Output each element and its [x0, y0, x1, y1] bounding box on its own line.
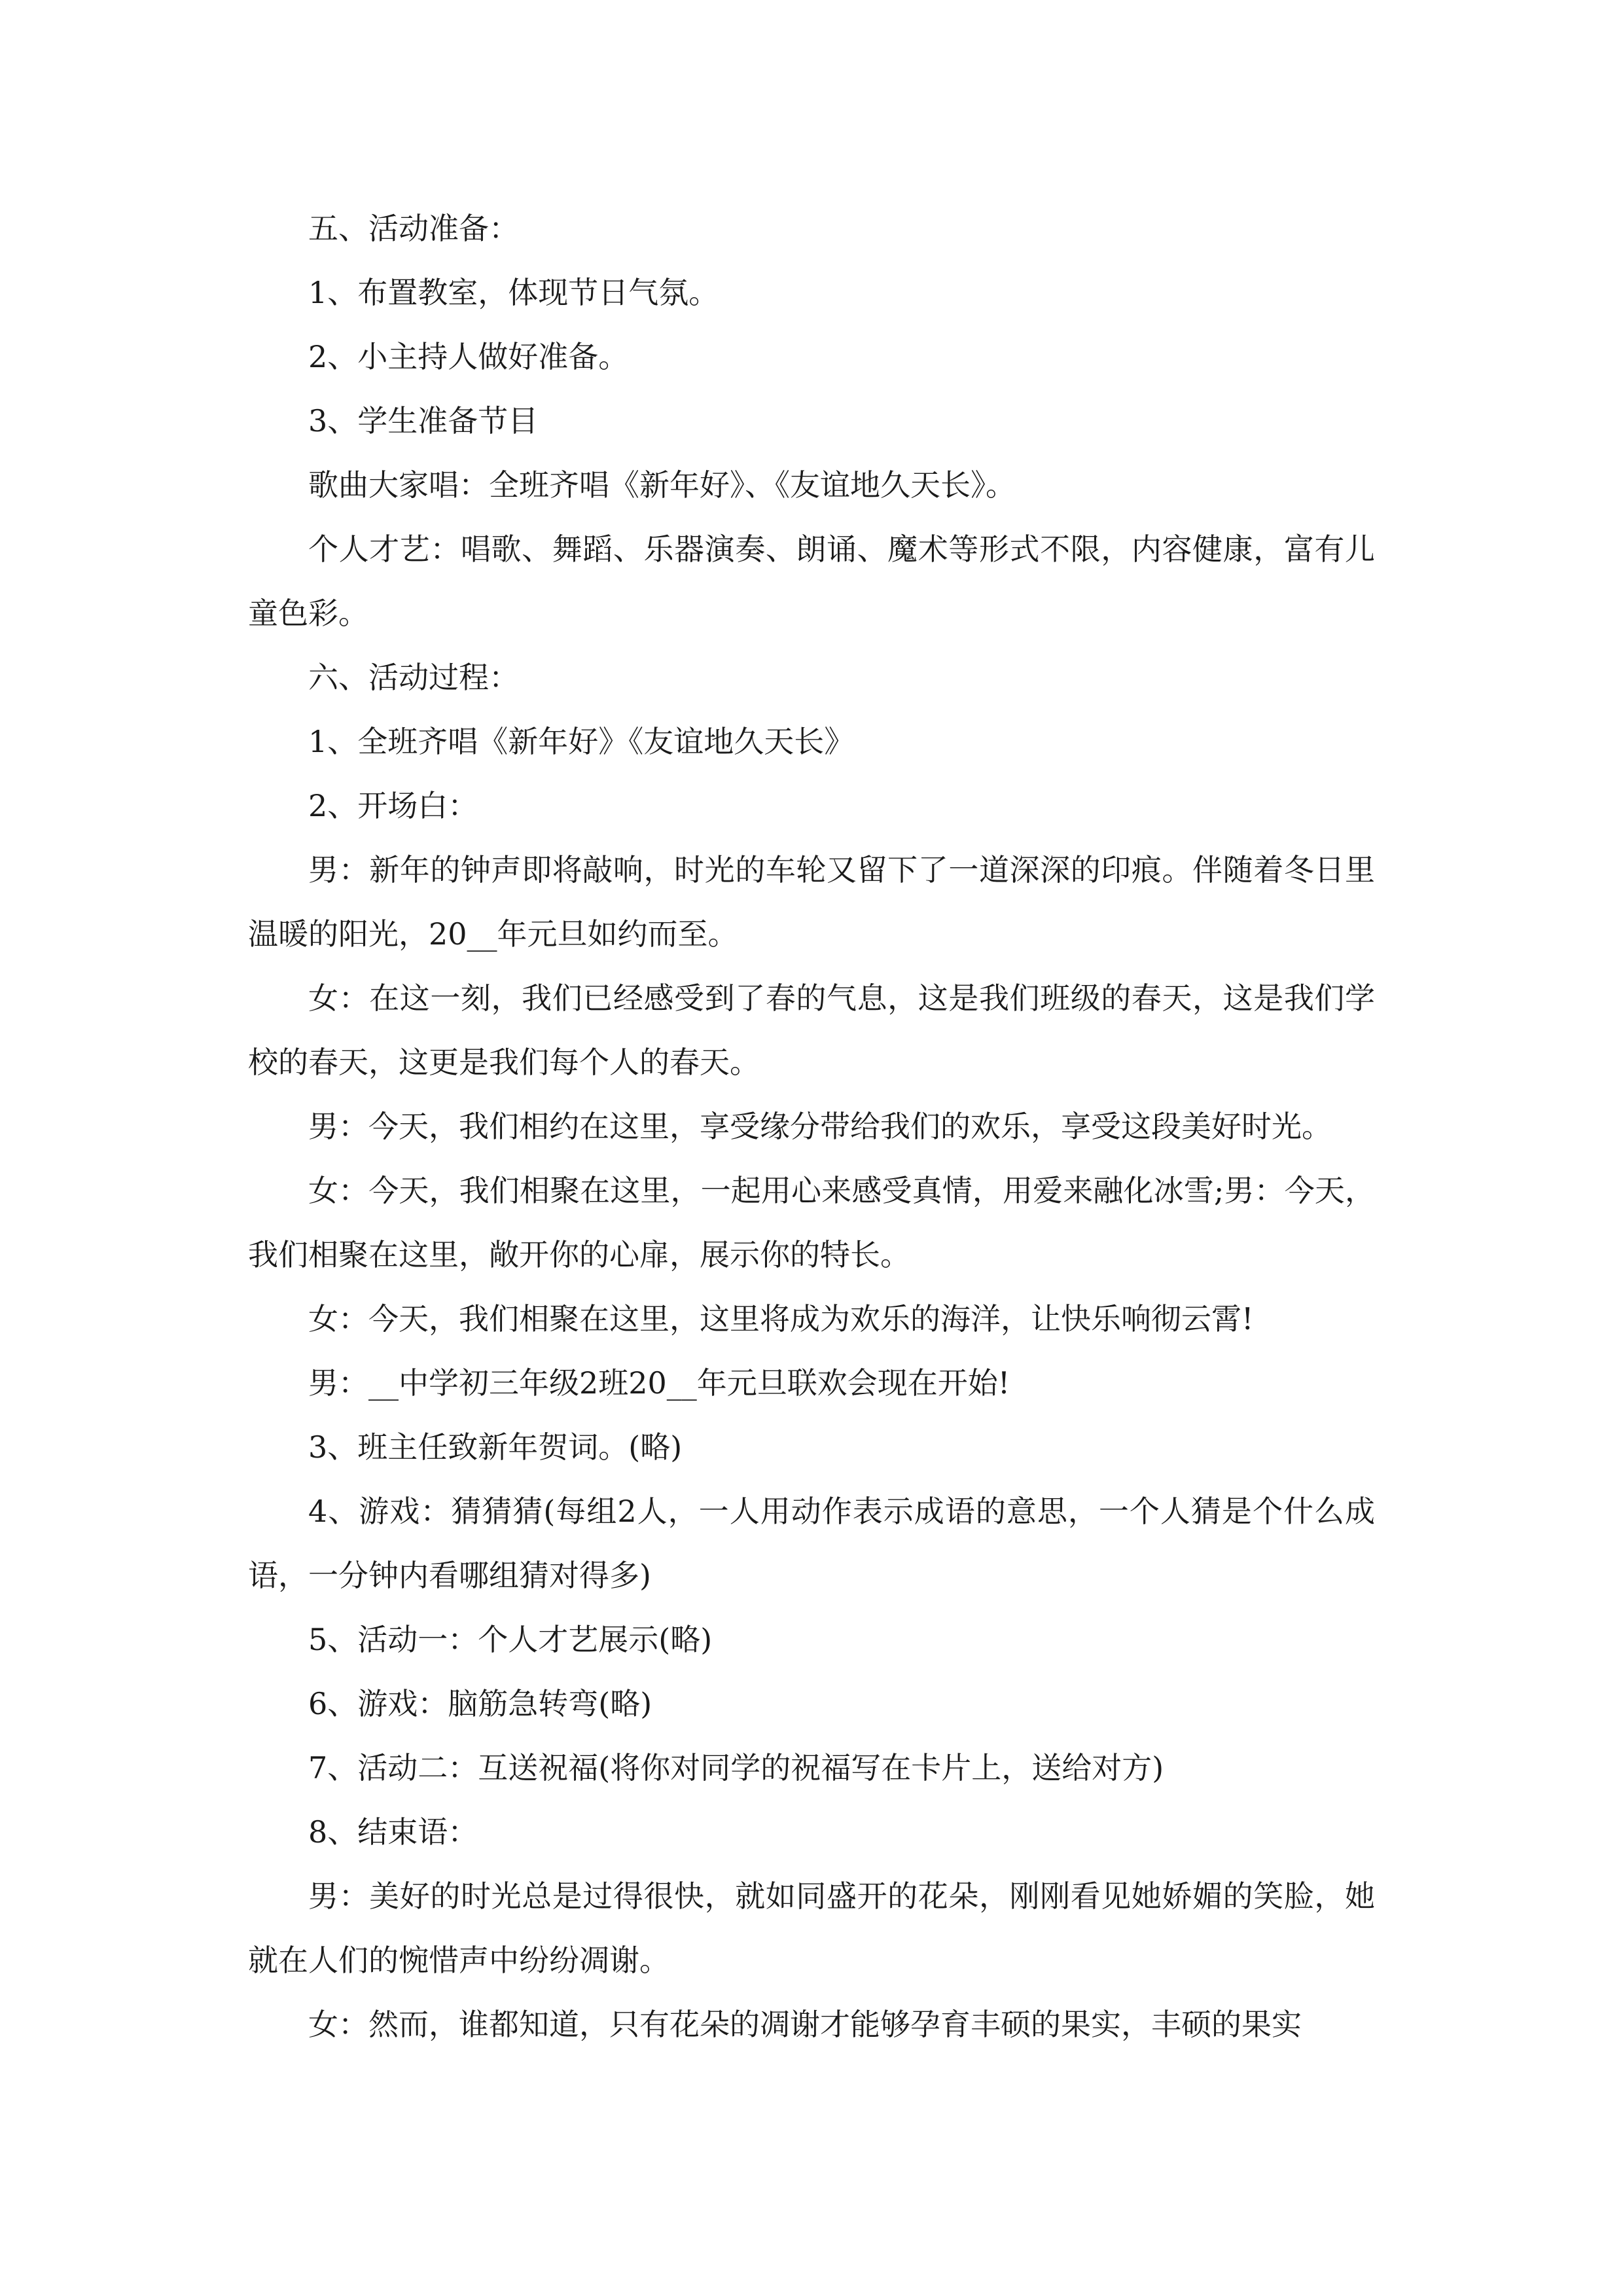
- list-item: 2、小主持人做好准备。: [308, 339, 629, 374]
- dialogue-line: 女：然而，谁都知道，只有花朵的凋谢才能够孕育丰硕的果实，丰硕的果实: [308, 2007, 1302, 2042]
- list-item: 1、布置教室，体现节日气氛。: [308, 275, 719, 310]
- dialogue-line: 女：在这一刻，我们已经感受到了春的气息，这是我们班级的春天，这是我们学校的春天，这更是我们每个人的春天。: [248, 980, 1375, 1080]
- dialogue-line: 男：__中学初三年级2班20__年元旦联欢会现在开始!: [308, 1365, 1010, 1401]
- dialogue-line: 男：新年的钟声即将敲响，时光的车轮又留下了一道深深的印痕。伴随着冬日里温暖的阳光，20__年元旦如约而至。: [248, 852, 1375, 952]
- paragraph: 歌曲大家唱：全班齐唱《新年好》、《友谊地久天长》。: [308, 467, 1016, 503]
- list-item: 4、游戏：猜猜猜(每组2人，一人用动作表示成语的意思，一个人猜是个什么成语，一分钟内看哪组猜对得多): [248, 1494, 1375, 1593]
- list-item: 3、班主任致新年贺词。(略): [308, 1429, 683, 1465]
- list-item: 1、全班齐唱《新年好》《友谊地久天长》: [308, 724, 855, 759]
- paragraph: 个人才艺：唱歌、舞蹈、乐器演奏、朗诵、魔术等形式不限，内容健康，富有儿童色彩。: [248, 531, 1375, 631]
- section-heading-process: 六、活动过程：: [308, 660, 519, 695]
- section-heading-preparation: 五、活动准备：: [308, 211, 519, 246]
- list-item: 3、学生准备节目: [308, 403, 539, 439]
- list-item: 8、结束语：: [308, 1814, 478, 1850]
- list-item: 2、开场白：: [308, 788, 478, 823]
- dialogue-line: 男：今天，我们相约在这里，享受缘分带给我们的欢乐，享受这段美好时光。: [308, 1109, 1332, 1144]
- dialogue-line: 女：今天，我们相聚在这里，这里将成为欢乐的海洋，让快乐响彻云霄!: [308, 1301, 1254, 1336]
- dialogue-line: 女：今天，我们相聚在这里，一起用心来感受真情，用爱来融化冰雪;男：今天，我们相聚在这里，敞开你的心扉，展示你的特长。: [248, 1173, 1375, 1272]
- document-body: [248, 196, 1375, 2056]
- list-item: 6、游戏：脑筋急转弯(略): [308, 1686, 652, 1721]
- dialogue-line: 男：美好的时光总是过得很快，就如同盛开的花朵，刚刚看见她娇媚的笑脸，她就在人们的惋惜声中纷纷凋谢。: [248, 1878, 1375, 1978]
- list-item: 7、活动二：互送祝福(将你对同学的祝福写在卡片上，送给对方): [308, 1750, 1164, 1785]
- list-item: 5、活动一：个人才艺展示(略): [308, 1622, 713, 1657]
